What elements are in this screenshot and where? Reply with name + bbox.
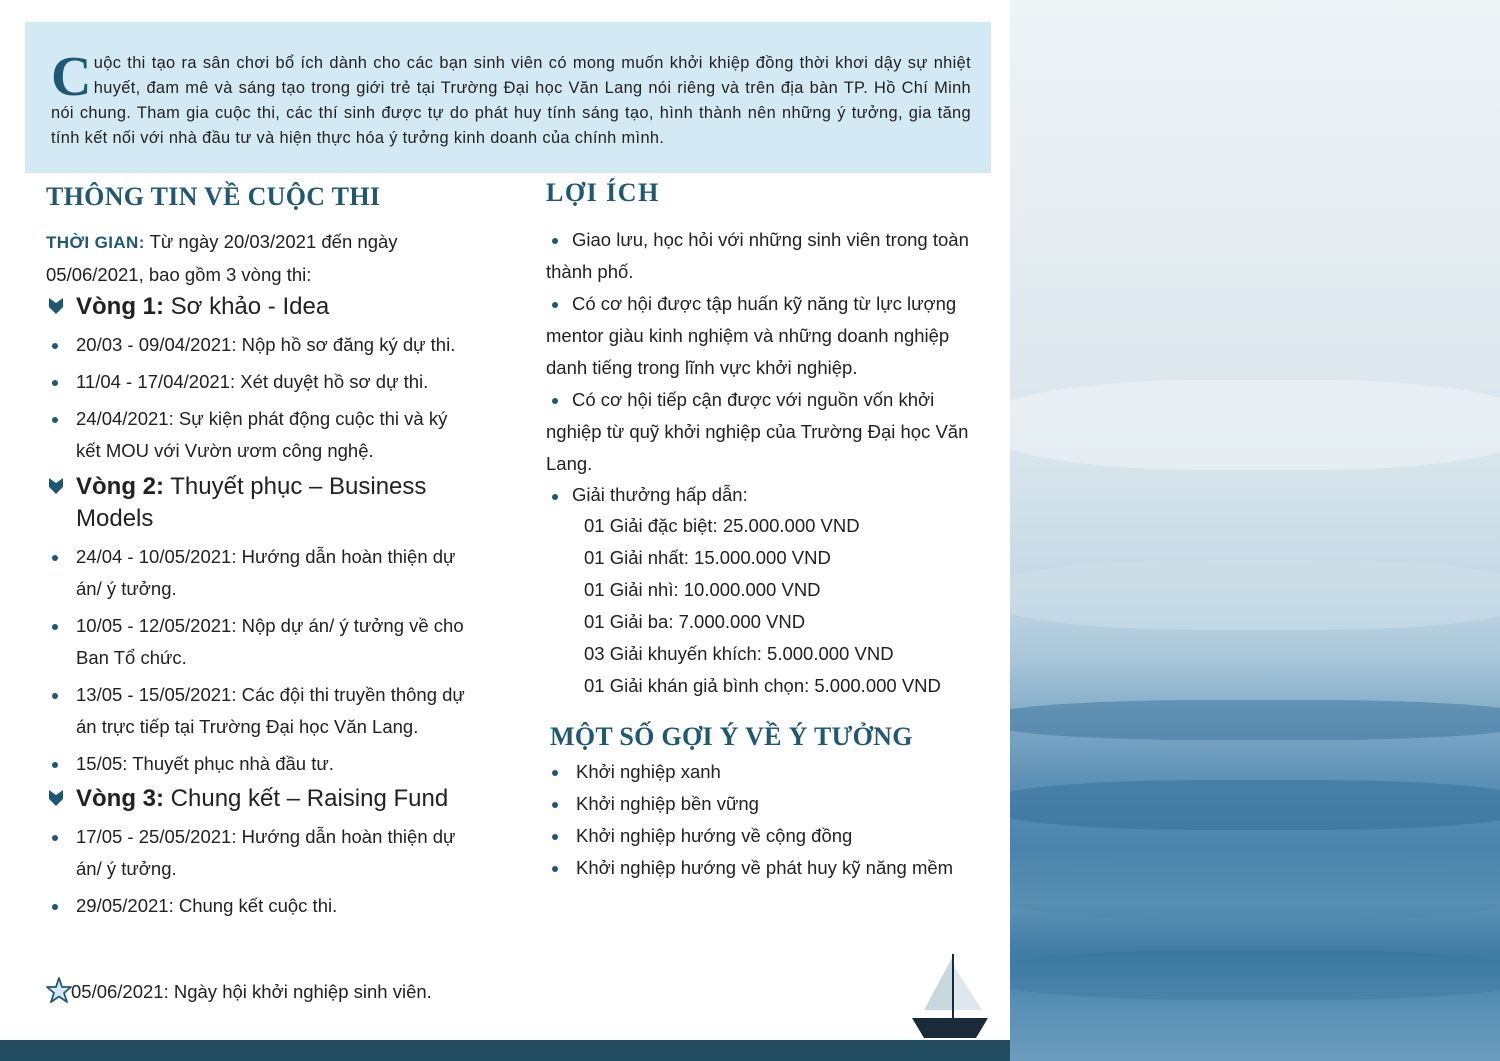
round-3-title [46,783,466,815]
chevron-down-icon [49,790,63,806]
contest-info-column [46,182,466,922]
prize-item: 01 Giải nhì: 10.000.000 VND [584,579,821,600]
benefit-item: Có cơ hội được tập huấn kỹ năng từ lực lượng mentor giàu kinh nghiệm và những doanh nghiệp danh tiếng trong lĩnh vực khởi nghiệp. [546,293,957,378]
prize-item: 03 Giải khuyến khích: 5.000.000 VND [584,643,894,664]
bullet-icon [52,417,58,423]
watercolor-background [1010,0,1500,1061]
watercolor-streak [1010,560,1500,630]
chevron-down-icon [49,478,63,494]
bullet-icon [552,834,558,840]
bullet-icon [52,904,58,910]
round-2 [46,471,466,780]
bullet-icon [52,624,58,630]
list-item: 20/03 - 09/04/2021: Nộp hồ sơ đăng ký dự thi. [46,329,466,361]
round-1 [46,291,466,467]
intro-text: uộc thi tạo ra sân chơi bổ ích dành cho các bạn sinh viên có mong muốn khởi khiệp đồng thời khơi dậy sự nhiệt huyết, đam mê và sáng tạo trong giới trẻ tại Trường Đại học Văn Lang nói riêng và trên địa bàn TP. Hồ Chí Minh nói chung. Tham gia cuộc thi, các thí sinh được tự do phát huy tính sáng tạo, hình thành nên những ý tưởng, gia tăng tính kết nối với nhà đầu tư và hiện thực hóa ý tưởng kinh doanh của chính mình. [51,54,971,147]
round-2-title [46,471,466,535]
idea-item: Khởi nghiệp hướng về phát huy kỹ năng mềm [546,852,986,884]
time-label: THỜI GIAN: [46,233,145,252]
idea-item: Khởi nghiệp bền vững [546,788,986,820]
idea-item: Khởi nghiệp xanh [546,756,986,788]
bullet-icon [552,494,558,500]
star-icon [46,977,72,1003]
bullet-icon [52,380,58,386]
list-item: 24/04/2021: Sự kiện phát động cuộc thi và ký kết MOU với Vườn ươm công nghệ. [46,403,466,467]
final-event-text: 05/06/2021: Ngày hội khởi nghiệp sinh viên. [71,981,432,1002]
round-1-title [46,291,466,323]
list-item: 24/04 - 10/05/2021: Hướng dẫn hoàn thiện dự án/ ý tưởng. [46,541,466,605]
contest-info-heading: THÔNG TIN VỀ CUỘC THI [46,182,381,211]
benefits-column [546,178,986,884]
watercolor-streak [1010,780,1500,830]
bullet-icon [52,835,58,841]
round-3-label: Vòng 3: [76,785,164,812]
list-item: 17/05 - 25/05/2021: Hướng dẫn hoàn thiện dự án/ ý tưởng. [46,821,466,885]
chevron-down-icon [49,298,63,314]
benefit-item: Có cơ hội tiếp cận được với nguồn vốn khởi nghiệp từ quỹ khởi nghiệp của Trường Đại học Văn Lang. [546,389,969,474]
bullet-icon [52,762,58,768]
round-2-name: Thuyết phục – Business Models [76,473,427,532]
watercolor-streak [1010,950,1500,1000]
list-item: 13/05 - 15/05/2021: Các đội thi truyền thông dự án trực tiếp tại Trường Đại học Văn Lang. [46,679,466,743]
final-event [46,976,432,1008]
round-1-label: Vòng 1: [76,293,164,320]
prize-item: 01 Giải khán giả bình chọn: 5.000.000 VND [584,675,941,696]
bullet-icon [552,802,558,808]
bullet-icon [52,693,58,699]
intro-dropcap: C [51,46,92,108]
sailboat-icon [912,952,988,1040]
prize-list [546,510,986,702]
footer-bar [0,1040,1010,1061]
benefit-item: Giải thưởng hấp dẫn: [546,480,986,510]
list-item: 29/05/2021: Chung kết cuộc thi. [46,890,466,922]
time-paragraph [46,226,466,291]
bullet-icon [52,343,58,349]
list-item: 11/04 - 17/04/2021: Xét duyệt hồ sơ dự thi. [46,366,466,398]
list-item: 15/05: Thuyết phục nhà đầu tư. [46,748,466,780]
bullet-icon [552,398,558,404]
watercolor-streak [1010,700,1500,740]
prize-item: 01 Giải ba: 7.000.000 VND [584,611,806,632]
benefit-item: Giao lưu, học hỏi với những sinh viên trong toàn thành phố. [546,229,969,282]
round-1-name: Sơ khảo - Idea [164,293,330,320]
intro-box [25,22,991,173]
round-3-name: Chung kết – Raising Fund [164,785,449,812]
watercolor-streak [1010,860,1500,920]
round-2-label: Vòng 2: [76,473,164,500]
ideas-heading: MỘT SỐ GỢI Ý VỀ Ý TƯỞNG [550,722,913,751]
prize-item: 01 Giải nhất: 15.000.000 VND [584,547,831,568]
bullet-icon [552,238,558,244]
benefits-heading: LỢI ÍCH [546,178,660,207]
bullet-icon [52,555,58,561]
idea-item: Khởi nghiệp hướng về cộng đồng [546,820,986,852]
round-3 [46,783,466,922]
bullet-icon [552,770,558,776]
watercolor-streak [1010,380,1500,470]
intro-paragraph [51,46,971,151]
bullet-icon [552,302,558,308]
prize-item: 01 Giải đặc biệt: 25.000.000 VND [584,515,860,536]
time-text: Từ ngày 20/03/2021 đến ngày 05/06/2021, bao gồm 3 vòng thi: [46,231,398,285]
list-item: 10/05 - 12/05/2021: Nộp dự án/ ý tưởng về cho Ban Tổ chức. [46,610,466,674]
bullet-icon [552,866,558,872]
